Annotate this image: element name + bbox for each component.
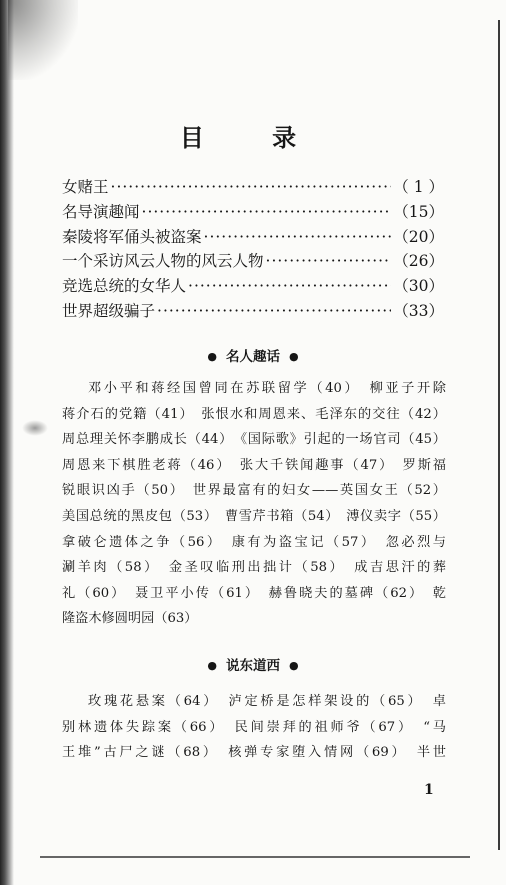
- toc-entry-title: 秦陵将军俑头被盗案: [62, 227, 202, 246]
- paragraph-line: 玫瑰花悬案（64） 泸定桥是怎样架设的（65） 卓: [88, 694, 446, 709]
- section-paragraph: [62, 689, 446, 766]
- paragraph-line: 拿破仑遗体之争（56） 康有为盗宝记（57） 忽必烈与: [62, 534, 446, 550]
- bullet-icon: ●: [289, 659, 299, 672]
- section-heading: [0, 345, 506, 365]
- toc-entry: [62, 200, 444, 225]
- scan-smudge: [8, 0, 78, 80]
- toc-entry-title: 竞选总统的女华人: [62, 277, 187, 296]
- paragraph-line: 涮羊肉（58） 金圣叹临刑出拙计（58） 成吉思汗的葬: [62, 560, 446, 576]
- section-heading: [0, 654, 506, 674]
- page-number: 1: [424, 782, 434, 798]
- paragraph-line: 蒋介石的党籍（41） 张恨水和周恩来、毛泽东的交往（42）: [62, 406, 446, 422]
- toc-entry-title: 名导演趣闻: [62, 202, 140, 221]
- toc-entry-page: （ 1 ）: [393, 178, 444, 196]
- dot-leader: [204, 228, 392, 246]
- toc-entry: [62, 249, 444, 274]
- toc-entry-page: （15）: [393, 202, 444, 221]
- paragraph-line: 隆盗木修圆明园（63）: [62, 611, 198, 627]
- paragraph-line: 周恩来下棋胜老蒋（46） 张大千铁闻趣事（47） 罗斯福: [62, 457, 446, 473]
- dot-leader: [266, 252, 392, 270]
- dot-leader: [188, 277, 391, 295]
- toc-entry-title: 一个采访风云人物的风云人物: [62, 252, 264, 271]
- table-of-contents: [62, 175, 444, 324]
- toc-entry: [62, 299, 444, 324]
- dot-leader: [142, 203, 392, 221]
- paragraph-line: 邓小平和蒋经国曾同在苏联留学（40） 柳亚子开除: [88, 381, 446, 396]
- toc-entry-page: （30）: [393, 277, 444, 296]
- toc-entry-page: （20）: [393, 227, 444, 246]
- bullet-icon: ●: [289, 350, 299, 363]
- section-heading-text: 名人趣话: [226, 349, 280, 365]
- paragraph-line: 周总理关怀李鹏成长（44） 《国际歌》引起的一场官司（45）: [62, 432, 446, 448]
- toc-entry: [62, 274, 444, 299]
- toc-entry-title: 女赌王: [62, 178, 109, 196]
- scan-speck: [22, 420, 48, 436]
- section-heading-text: 说东道西: [226, 658, 280, 674]
- dot-leader: [157, 302, 391, 320]
- section-paragraph: [62, 376, 446, 632]
- paragraph-line: 美国总统的黑皮包（53） 曹雪芹书箱（54） 溥仪卖字（55）: [62, 508, 446, 524]
- paragraph-line: 王堆”古尸之谜（68） 核弹专家堕入情网（69） 半世: [62, 745, 446, 761]
- toc-entry-page: （33）: [393, 301, 444, 320]
- page-title: 目 录: [179, 124, 327, 152]
- paragraph-line: 礼（60） 聂卫平小传（61） 赫鲁晓夫的墓碑（62） 乾: [62, 585, 446, 601]
- bullet-icon: ●: [207, 659, 217, 672]
- paragraph-line: 锐眼识凶手（50） 世界最富有的妇女——英国女王（52）: [62, 483, 446, 499]
- toc-entry: [62, 225, 444, 250]
- page-bottom-line: [40, 856, 470, 858]
- toc-entry-title: 世界超级骗子: [62, 301, 156, 320]
- dot-leader: [111, 178, 392, 196]
- toc-entry-page: （26）: [393, 252, 444, 271]
- paragraph-line: 别林遗体失踪案（66） 民间崇拜的祖师爷（67） “马: [62, 719, 446, 735]
- toc-entry: [62, 175, 444, 200]
- bullet-icon: ●: [207, 350, 217, 363]
